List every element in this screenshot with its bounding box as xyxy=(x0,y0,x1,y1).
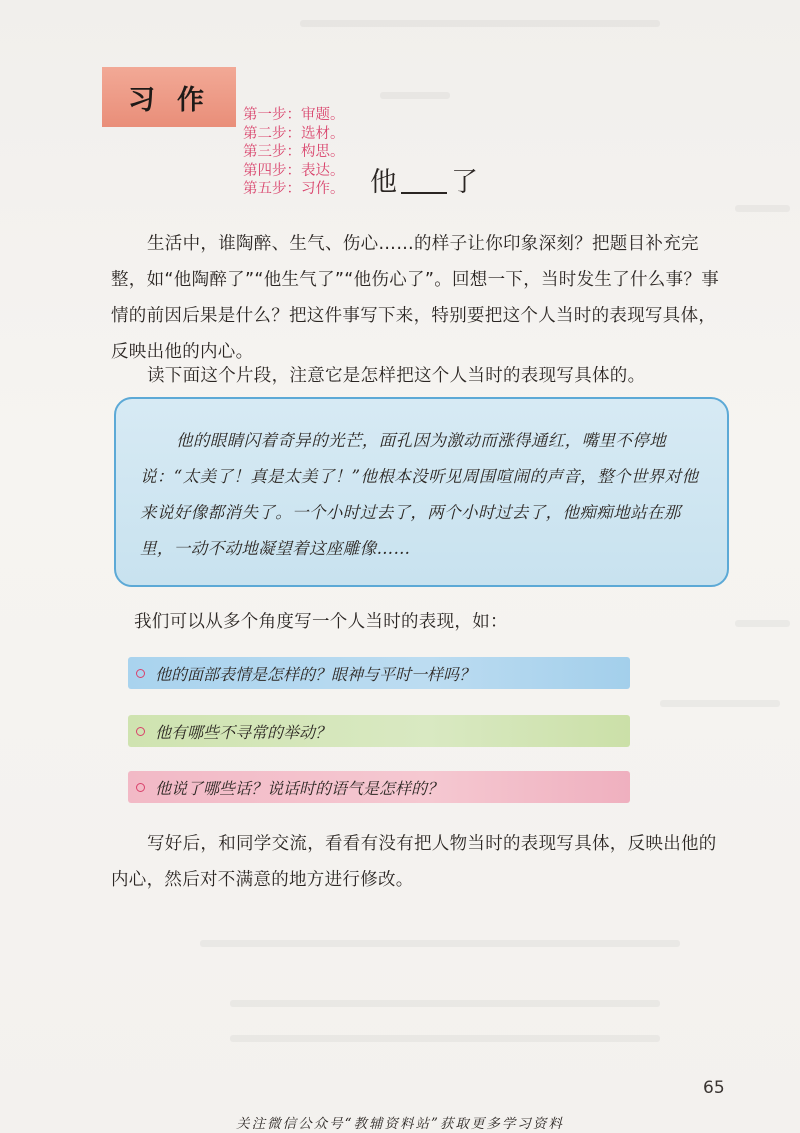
question-text: 他有哪些不寻常的举动？ xyxy=(155,722,332,742)
show-through-line xyxy=(230,1000,660,1007)
page-number: 65 xyxy=(703,1078,725,1098)
show-through-line xyxy=(735,205,790,212)
question-bar xyxy=(128,715,630,747)
excerpt-box xyxy=(114,397,729,587)
intro-paragraph: 生活中，谁陶醉、生气、伤心……的样子让你印象深刻？把题目补充完整，如“他陶醉了”“他生气了”“他伤心了”。回想一下，当时发生了什么事？事情的前因后果是什么？把这件事写下来，特别要把这个人当时的表现写具体，反映出他的内心。 xyxy=(111,234,719,362)
step-item: 第三步：构思。 xyxy=(243,144,345,161)
bullet-icon xyxy=(136,669,145,678)
step-list xyxy=(243,106,345,199)
show-through-line xyxy=(300,20,660,27)
angles-prompt: 我们可以从多个角度写一个人当时的表现，如： xyxy=(134,612,508,632)
closing-paragraph: 写好后，和同学交流，看看有没有把人物当时的表现写具体，反映出他的内心，然后对不满意的地方进行修改。 xyxy=(111,834,717,890)
show-through-line xyxy=(380,92,450,99)
step-item: 第五步：习作。 xyxy=(243,181,345,198)
step-item: 第二步：选材。 xyxy=(243,125,345,142)
watermark-text: 关注微信公众号“教辅资料站”获取更多学习资料 xyxy=(236,1116,564,1132)
bullet-icon xyxy=(136,727,145,736)
step-item: 第四步：表达。 xyxy=(243,162,345,179)
question-text: 他说了哪些话？说话时的语气是怎样的？ xyxy=(155,778,444,798)
excerpt-text: 他的眼睛闪着奇异的光芒，面孔因为激动而涨得通红，嘴里不停地说：“太美了！真是太美了！”他根本没听见周围喧闹的声音，整个世界对他来说好像都消失了。一个小时过去了，两个小时过去了，他痴痴地站在那里，一动不动地凝望着这座雕像…… xyxy=(140,431,699,558)
essay-title xyxy=(370,160,478,199)
question-text: 他的面部表情是怎样的？眼神与平时一样吗？ xyxy=(155,664,476,684)
section-badge xyxy=(102,67,236,127)
show-through-line xyxy=(200,940,680,947)
bullet-icon xyxy=(136,783,145,792)
show-through-line xyxy=(660,700,780,707)
show-through-line xyxy=(230,1035,660,1042)
title-blank xyxy=(401,191,447,194)
read-prompt: 读下面这个片段，注意它是怎样把这个人当时的表现写具体的。 xyxy=(147,366,646,386)
question-bar xyxy=(128,657,630,689)
question-bar xyxy=(128,771,630,803)
title-suffix: 了 xyxy=(451,167,478,198)
step-item: 第一步：审题。 xyxy=(243,107,345,123)
title-prefix: 他 xyxy=(370,167,397,198)
section-label: 习作 xyxy=(128,84,226,116)
